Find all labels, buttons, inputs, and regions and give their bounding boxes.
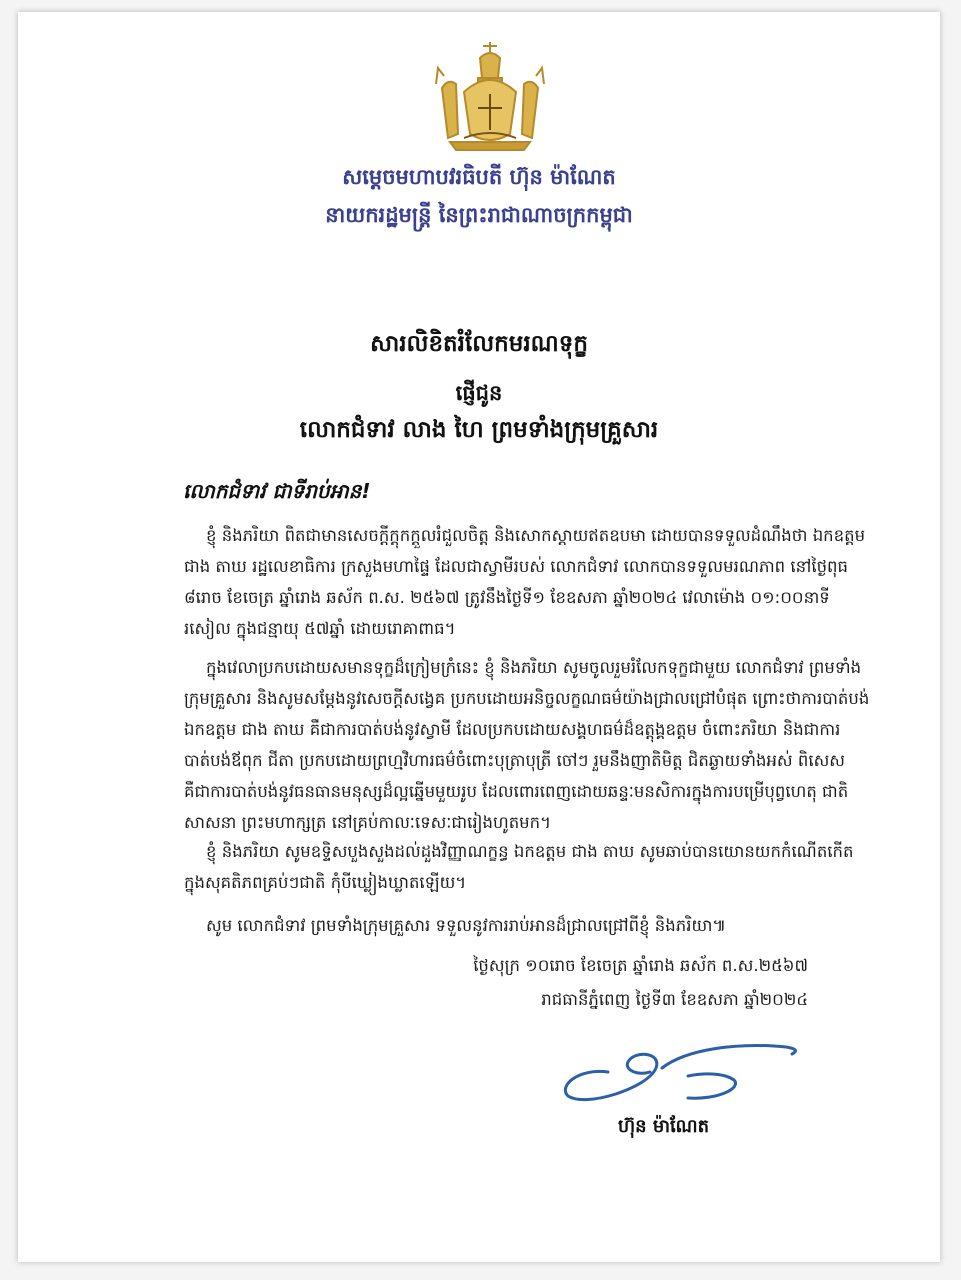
office-title-line2: នាយករដ្ឋមន្ត្រី នៃព្រះរាជាណាចក្រកម្ពុជា xyxy=(325,203,633,227)
paragraph-4: សូម លោកជំទាវ ព្រមទាំងក្រុមគ្រួសារ ទទួលនូវការរាប់អានដ៏ជ្រាលជ្រៅពីខ្ញុំ និងភរិយា៕ xyxy=(206,916,727,935)
paragraph-3: ខ្ញុំ និងភរិយា សូមឧទ្ទិសបួងសួងដល់ដួងវិញ្ញាណក្ខន្ធ ឯកឧត្តម ជាង តាឃ សូមឆាប់បានយោនយកកំណើតកើតក្នុងសុគតិភពគ្រប់ៗជាតិ កុំបីឃ្លៀងឃ្លាតឡើយ។ xyxy=(184,842,854,892)
salutation: លោកជំទាវ ជាទីរាប់អាន! xyxy=(183,479,371,503)
royal-coat-of-arms-icon xyxy=(428,38,552,156)
letter-title: សារលិខិតរំលែកមរណទុក្ខ xyxy=(370,331,588,357)
signer-name: ហ៊ុន ម៉ាណែត xyxy=(618,1116,710,1137)
date-place: រាជធានីភ្នំពេញ ថ្ងៃទី៣ ខែឧសភា ឆ្នាំ២០២៤ xyxy=(541,990,808,1009)
letter-subtitle: ផ្ញើជូន xyxy=(455,381,503,405)
paragraph-2: ក្នុងវេលាប្រកបដោយសមានទុក្ខដ៏ក្រៀមក្រំនេះ ខ្ញុំ និងភរិយា សូមចូលរួមរំលែកទុក្ខជាមួយ លោកជំទាវ ព្រមទាំងក្រុមគ្រួសារ និងសូមសម្ដែងនូវសេចក្ដីសង្វេគ ប្រកបដោយអនិច្ចលក្ខណធម៌យ៉ាងជ្រាលជ្រៅបំផុត ព្រោះថាការបាត់បង់ ឯកឧត្តម ជាង តាឃ គឺជាការបាត់បង់នូវស្វាមី ដែលប្រកបដោយសង្គហធម៌ដ៏ឧត្តុង្គឧត្តម ចំពោះភរិយា និងជាការបាត់បង់ឪពុក ជីតា ប្រកបដោយព្រហ្មវិហារធម៌ចំពោះបុត្រាបុត្រី ចៅៗ រួមនឹងញាតិមិត្ត ជិតឆ្ងាយទាំងអស់ ពិសេស គឺជាការបាត់បង់នូវធនធានមនុស្សដ៏ល្អឆ្នើមមួយរូប ដែលពោរពេញដោយឆន្ទៈមនសិការក្នុងការបម្រើបុព្វហេតុ ជាតិ សាសនា ព្រះមហាក្សត្រ នៅគ្រប់កាលៈទេសៈជារៀងហូតមក។ xyxy=(184,658,870,832)
letter-page xyxy=(18,12,940,1262)
date-lunar: ថ្ងៃសុក្រ ១០រោច ខែចេត្រ ឆ្នាំរោង ឆស័ក ព.ស.២៥៦៧ xyxy=(473,956,808,975)
paragraph-1: ខ្ញុំ និងភរិយា ពិតជាមានសេចក្ដីក្ដុកក្ដួលរំជួលចិត្ត និងសោកស្ដាយឥតឧបមា ដោយបានទទួលដំណឹងថា ឯកឧត្តម ជាង តាឃ រដ្ឋលេខាធិការ ក្រសួងមហាផ្ទៃ ដែលជាស្វាមីរបស់ លោកជំទាវ លោកបានទទួលមរណភាព នៅថ្ងៃពុធ ៨រោច ខែចេត្រ ឆ្នាំរោង ឆស័ក ព.ស. ២៥៦៧ ត្រូវនឹងថ្ងៃទី១ ខែឧសភា ឆ្នាំ២០២៤ វេលាម៉ោង ០១:០០នាទីរសៀល ក្នុងជន្មាយុ ៥៧ឆ្នាំ ដោយរោគាពាធ។ xyxy=(184,526,866,638)
office-title-line1: សម្ដេចមហាបវរធិបតី ហ៊ុន ម៉ាណែត xyxy=(342,165,616,189)
handwritten-signature-icon xyxy=(538,1028,828,1108)
letter-recipient: លោកជំទាវ លាង ហៃ ព្រមទាំងក្រុមគ្រួសារ xyxy=(299,417,659,443)
